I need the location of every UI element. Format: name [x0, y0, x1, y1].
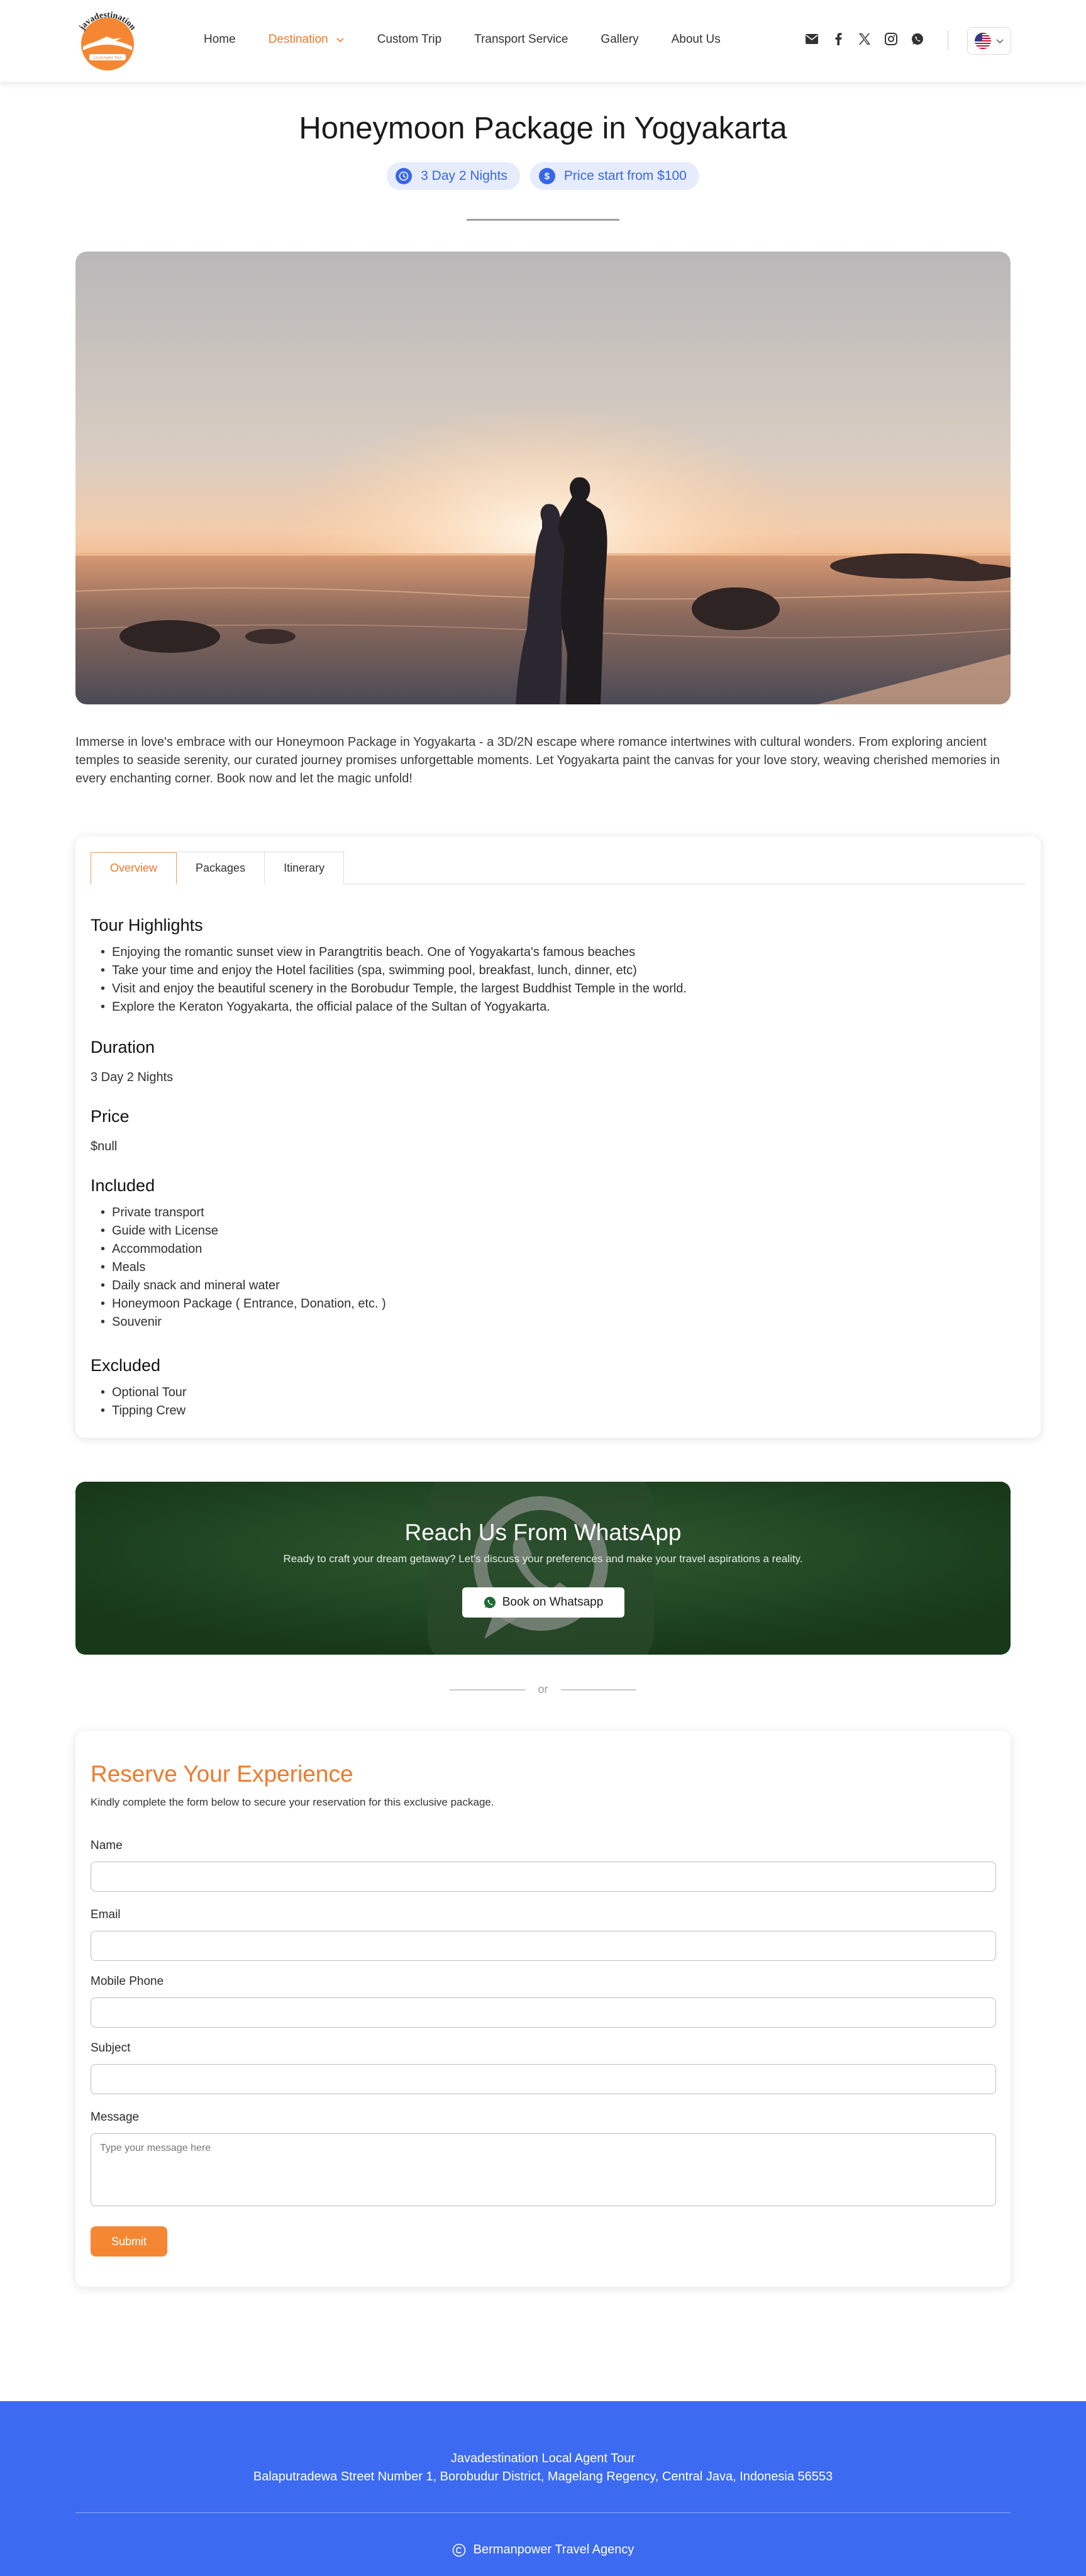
whatsapp-banner	[75, 1482, 1011, 1655]
main-nav	[204, 30, 753, 49]
subject-label: Subject	[91, 2041, 131, 2055]
tab-packages[interactable]	[177, 852, 265, 884]
footer-divider	[75, 2512, 1011, 2513]
phone-label: Mobile Phone	[91, 1975, 164, 1988]
tab-packages-label: Packages	[196, 862, 246, 874]
duration-badge	[387, 162, 520, 190]
footer-copyright-text: Bermanpower Travel Agency	[473, 2543, 634, 2557]
language-selector[interactable]	[967, 27, 1011, 55]
nav-transport-service[interactable]	[474, 30, 568, 49]
list-item: • Private transport	[101, 1204, 386, 1222]
footer-copyright	[0, 2543, 1086, 2557]
divider-line	[561, 1689, 636, 1690]
social-links	[805, 32, 937, 46]
book-on-whatsapp-button[interactable]	[462, 1587, 624, 1618]
nav-custom-trip[interactable]	[377, 30, 441, 49]
list-item: • Visit and enjoy the beautiful scenery in the Borobudur Temple, the largest Buddhist Temple in the world.	[101, 980, 687, 998]
list-item: • Honeymoon Package ( Entrance, Donation, etc. )	[101, 1295, 386, 1313]
tab-overview-label: Overview	[110, 862, 158, 874]
email-icon[interactable]	[805, 32, 819, 46]
email-input[interactable]	[91, 1931, 996, 1961]
site-footer	[0, 2401, 1086, 2576]
duration-badge-text: 3 Day 2 Nights	[421, 169, 507, 183]
list-item: • Take your time and enjoy the Hotel facilities (spa, swimming pool, breakfast, lunch, dinner, etc)	[101, 962, 687, 980]
site-header	[0, 0, 1086, 82]
message-textarea[interactable]	[91, 2133, 996, 2206]
list-item: • Daily snack and mineral water	[101, 1277, 386, 1295]
message-label: Message	[91, 2111, 140, 2124]
submit-button[interactable]: Submit	[91, 2226, 167, 2257]
tab-itinerary[interactable]	[265, 852, 344, 884]
whatsapp-background-icon	[75, 1482, 1011, 1655]
hero-image	[75, 252, 1011, 704]
us-flag-icon	[975, 33, 991, 49]
included-heading: Included	[91, 1176, 155, 1195]
dollar-icon: $	[539, 168, 555, 184]
highlights-heading: Tour Highlights	[91, 916, 203, 935]
price-badge-text: Price start from $100	[563, 169, 687, 183]
price-value: $null	[91, 1140, 118, 1153]
duration-heading: Duration	[91, 1038, 155, 1057]
nav-about-us[interactable]	[672, 30, 721, 49]
or-divider	[0, 1683, 1086, 1696]
book-on-whatsapp-label: Book on Whatsapp	[502, 1596, 604, 1609]
price-badge	[530, 162, 699, 190]
footer-address: Balaputradewa Street Number 1, Borobudur District, Magelang Regency, Central Java, Indonesia 56553	[253, 2470, 833, 2484]
list-item: • Meals	[101, 1258, 386, 1277]
excluded-list	[101, 1384, 187, 1420]
nav-destination[interactable]	[269, 30, 345, 49]
form-title: Reserve Your Experience	[91, 1761, 353, 1787]
name-label: Name	[91, 1839, 123, 1852]
page-title: Honeymoon Package in Yogyakarta	[299, 111, 787, 145]
whatsapp-icon	[484, 1596, 496, 1609]
title-divider	[467, 219, 619, 221]
nav-home-label: Home	[204, 33, 236, 46]
svg-text:Local Agent Tour: Local Agent Tour	[93, 56, 122, 60]
list-item: • Tipping Crew	[101, 1402, 187, 1420]
duration-value: 3 Day 2 Nights	[91, 1070, 174, 1084]
nav-custom-trip-label: Custom Trip	[377, 33, 442, 46]
email-label: Email	[91, 1908, 121, 1921]
package-details-card	[75, 836, 1041, 1438]
or-text: or	[538, 1683, 548, 1696]
list-item: • Enjoying the romantic sunset view in Parangtritis beach. One of Yogyakarta's famous beaches	[101, 943, 687, 962]
nav-destination-label: Destination	[268, 33, 328, 46]
instagram-icon[interactable]	[884, 32, 898, 46]
tab-itinerary-label: Itinerary	[284, 862, 325, 874]
x-icon[interactable]	[858, 32, 872, 46]
whatsapp-subtitle: Ready to craft your dream getaway? Let's discuss your preferences and make your travel aspirations a reality.	[283, 1553, 803, 1565]
facebook-icon[interactable]	[831, 32, 845, 46]
whatsapp-title: Reach Us From WhatsApp	[404, 1519, 682, 1545]
chevron-down-icon	[336, 35, 345, 44]
whatsapp-icon[interactable]	[911, 32, 924, 46]
nav-about-us-label: About Us	[671, 33, 721, 46]
name-input[interactable]	[91, 1862, 996, 1892]
form-subtitle: Kindly complete the form below to secure your reservation for this exclusive package.	[91, 1796, 494, 1808]
list-item: • Guide with License	[101, 1222, 386, 1240]
package-intro: Immerse in love's embrace with our Honeymoon Package in Yogyakarta - a 3D/2N escape where romance intertwines with cultural wonders. From exploring ancient temples to seaside serenity, our curated journey promises unforgettable moments. Let Yogyakarta paint the canvas for your love story, weaving cherished memories in every enchanting corner. Book now and let the magic unfold!	[75, 735, 1000, 786]
svg-text:javadestination: javadestination	[77, 11, 138, 33]
phone-input[interactable]	[91, 1997, 996, 2028]
tab-overview[interactable]	[91, 852, 177, 885]
nav-gallery[interactable]	[601, 30, 638, 49]
nav-gallery-label: Gallery	[601, 33, 639, 46]
site-logo[interactable]	[74, 11, 141, 73]
highlights-list	[101, 943, 687, 1016]
subject-input[interactable]	[91, 2064, 996, 2094]
clock-icon	[396, 168, 412, 184]
excluded-heading: Excluded	[91, 1356, 161, 1375]
title-badges	[0, 162, 1086, 190]
nav-transport-service-label: Transport Service	[474, 33, 568, 46]
tab-bar	[91, 852, 1025, 884]
price-heading: Price	[91, 1107, 130, 1126]
list-item: • Optional Tour	[101, 1384, 187, 1402]
reservation-form	[75, 1731, 1011, 2287]
copyright-icon	[452, 2543, 466, 2557]
divider-line	[450, 1689, 525, 1690]
footer-company: Javadestination Local Agent Tour	[450, 2451, 636, 2465]
chevron-down-icon	[996, 37, 1004, 45]
list-item: • Explore the Keraton Yogyakarta, the official palace of the Sultan of Yogyakarta.	[101, 998, 687, 1016]
nav-home[interactable]	[204, 30, 236, 49]
list-item: • Accommodation	[101, 1240, 386, 1258]
included-list	[101, 1204, 386, 1331]
list-item: • Souvenir	[101, 1313, 386, 1331]
